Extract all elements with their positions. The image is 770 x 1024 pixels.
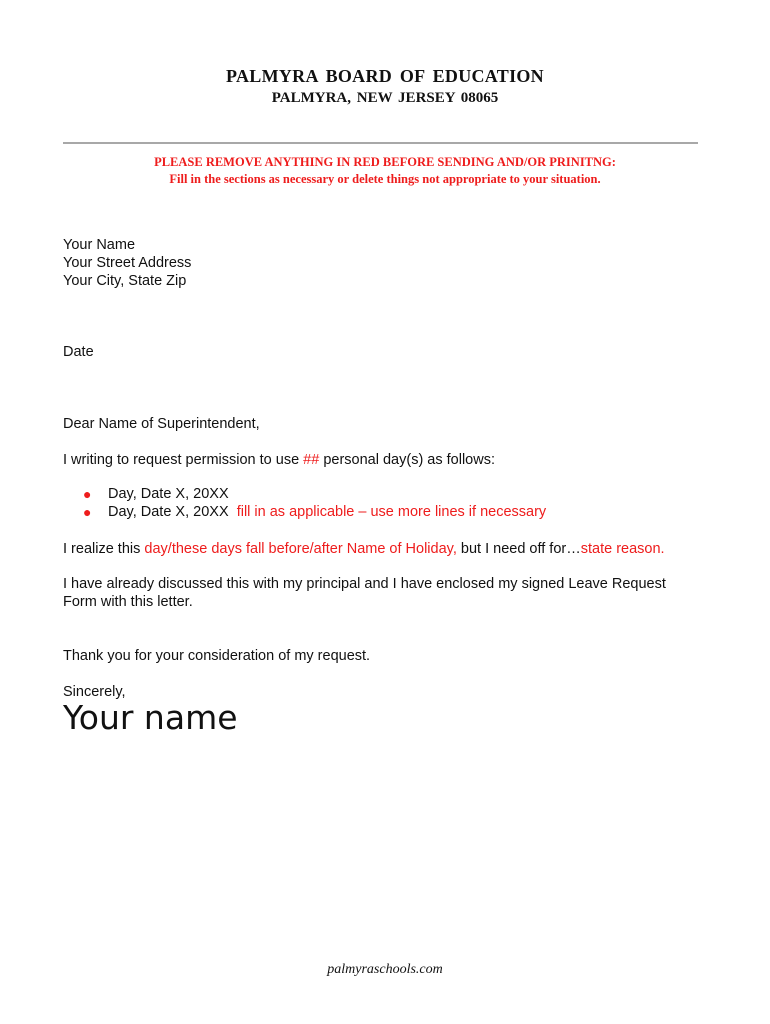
request-text-before: I writing to request permission to use — [63, 452, 304, 468]
principal-paragraph: I have already discussed this with my principal and I have enclosed my signed Leave Request Form with this letter. — [63, 576, 666, 610]
day-entry: Day, Date X, 20XX — [108, 504, 237, 520]
list-item — [80, 485, 546, 503]
day-note: fill in as applicable – use more lines if necessary — [236, 504, 547, 520]
sender-city: Your City, State Zip — [63, 273, 187, 289]
request-paragraph — [63, 451, 495, 469]
red-instruction-line-2: Fill in the sections as necessary or delete things not appropriate to your situation. — [169, 172, 601, 186]
sender-name: Your Name — [63, 237, 136, 253]
day-entry: Day, Date X, 20XX — [108, 486, 229, 502]
thanks-paragraph: Thank you for your consideration of my request. — [63, 648, 371, 664]
salutation: Dear Name of Superintendent, — [63, 416, 260, 432]
reason-placeholder: state reason. — [580, 541, 665, 557]
bullet-icon: ● — [83, 486, 92, 502]
request-day-count: ## — [303, 452, 320, 468]
holiday-text-before: I realize this — [63, 541, 145, 557]
sender-address-block — [63, 236, 191, 290]
holiday-text-middle: but I need off for… — [456, 541, 581, 557]
holiday-paragraph — [63, 540, 665, 558]
signature: Your name — [63, 698, 238, 737]
letterhead-org: PALMYRA BOARD OF EDUCATION — [226, 66, 544, 86]
footer-website: palmyraschools.com — [327, 962, 443, 977]
red-instruction-line-1: PLEASE REMOVE ANYTHING IN RED BEFORE SENDING AND/OR PRINITNG: — [154, 155, 616, 169]
bullet-icon: ● — [83, 504, 92, 520]
closing: Sincerely, — [63, 684, 126, 700]
list-item — [80, 503, 546, 521]
holiday-placeholder: day/these days fall before/after Name of Holiday, — [144, 541, 457, 557]
letterhead-divider — [63, 142, 698, 144]
sender-street: Your Street Address — [63, 255, 192, 271]
request-text-after: personal day(s) as follows: — [319, 452, 495, 468]
letter-date: Date — [63, 344, 94, 360]
letterhead-location: PALMYRA, NEW JERSEY 08065 — [271, 90, 499, 106]
days-list — [80, 485, 546, 521]
